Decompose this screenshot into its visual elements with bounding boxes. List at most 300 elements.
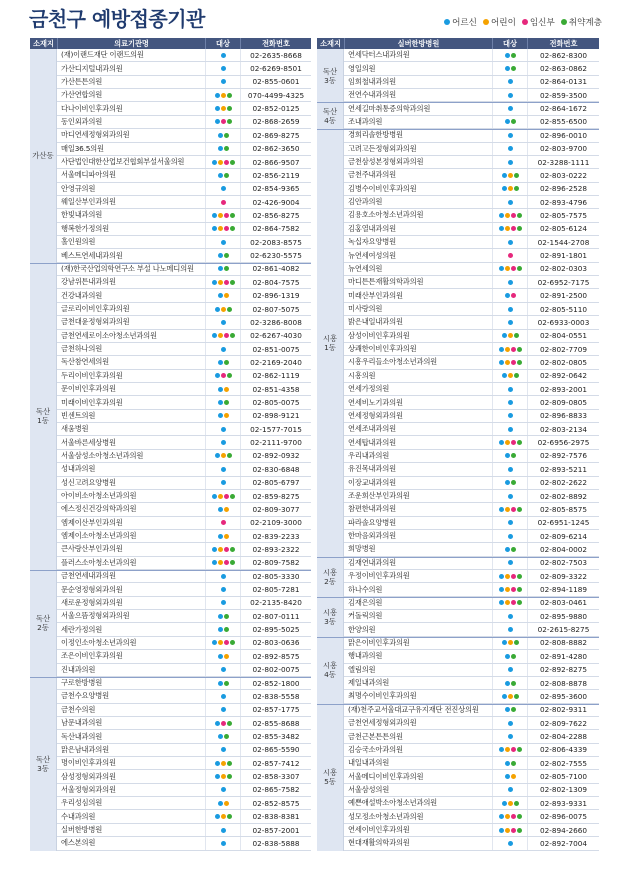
phone-number: 02-3286-8008 <box>240 316 311 328</box>
institution-name: 두리이비인후과의원 <box>61 370 123 380</box>
vulnerable-dot-icon <box>227 774 232 779</box>
senior-dot-icon <box>218 253 223 258</box>
target-dots <box>492 423 527 435</box>
target-dots <box>492 810 527 822</box>
legend-item-vulnerable <box>561 16 602 28</box>
senior-dot-icon <box>508 520 513 525</box>
institution-name: 미래이비인후과의원 <box>61 397 123 407</box>
target-dots <box>492 677 527 689</box>
senior-dot-icon <box>508 413 513 418</box>
phone-number: 02-855-0601 <box>240 76 311 88</box>
institution-name: 아이비소아청소년과의원 <box>61 491 137 501</box>
vulnerable-dot-icon <box>514 694 519 699</box>
vulnerable-dot-icon <box>227 119 232 124</box>
phone-number: 02-806-4339 <box>527 744 599 756</box>
senior-dot-icon <box>221 600 226 605</box>
senior-dot-icon <box>221 707 226 712</box>
table-row <box>344 650 599 663</box>
phone-number: 02-804-0002 <box>527 543 599 555</box>
header-institution: 실버한방병원 <box>344 38 492 49</box>
institution-name: 맑은남내과의원 <box>61 744 109 754</box>
phone-number: 02-894-2660 <box>527 824 599 836</box>
target-dots <box>492 610 527 622</box>
institution-name: 독산참연세의원 <box>61 357 109 367</box>
table-row <box>344 196 599 209</box>
senior-dot-icon <box>508 79 513 84</box>
target-dots <box>205 236 240 248</box>
institution-name: 가산디지털내과의원 <box>61 63 123 73</box>
child-dot-icon <box>483 19 489 25</box>
table-row <box>344 143 599 156</box>
target-dots <box>492 223 527 235</box>
phone-number: 02-804-7575 <box>240 276 311 288</box>
child-dot-icon <box>221 761 226 766</box>
header-target: 대상 <box>492 38 527 49</box>
table-header <box>317 38 599 49</box>
table-row <box>344 690 599 703</box>
table-row <box>57 370 311 383</box>
group-rows <box>344 704 599 851</box>
vulnerable-dot-icon <box>230 160 235 165</box>
phone-number: 02-3288-1111 <box>527 156 599 168</box>
institution-name: 녹십자요양병원 <box>348 237 396 247</box>
institution-name: 금천주내과의원 <box>348 170 396 180</box>
institution-name: 조은이비인후과의원 <box>61 651 123 661</box>
vulnerable-dot-icon <box>517 587 522 592</box>
institution-name: 희망병원 <box>348 544 376 554</box>
target-dots <box>205 76 240 88</box>
table-row <box>344 490 599 503</box>
senior-dot-icon <box>508 106 513 111</box>
phone-number: 02-862-8300 <box>527 49 599 61</box>
target-dots <box>205 396 240 408</box>
target-dots <box>492 236 527 248</box>
institution-name: 연세조내과의원 <box>348 424 396 434</box>
senior-dot-icon <box>215 119 220 124</box>
phone-number: 02-893-2322 <box>240 543 311 555</box>
phone-number: 02-856-2119 <box>240 169 311 181</box>
target-dots <box>205 450 240 462</box>
pregnant-dot-icon <box>221 200 226 205</box>
target-dots <box>205 183 240 195</box>
target-dots <box>205 704 240 716</box>
table-row <box>57 597 311 610</box>
pregnant-dot-icon <box>224 640 229 645</box>
phone-number: 02-891-2500 <box>527 289 599 301</box>
vulnerable-dot-icon <box>514 801 519 806</box>
institution-name: 에스본의원 <box>61 838 96 848</box>
phone-number: 02-805-3330 <box>240 570 311 582</box>
senior-dot-icon <box>221 79 226 84</box>
table-row <box>57 810 311 823</box>
vulnerable-dot-icon <box>511 547 516 552</box>
table-row <box>57 583 311 596</box>
vulnerable-dot-icon <box>230 226 235 231</box>
table-row <box>344 610 599 623</box>
left-table <box>30 38 311 851</box>
pregnant-dot-icon <box>224 547 229 552</box>
institution-name: 미사랑의원 <box>348 304 383 313</box>
child-dot-icon <box>505 213 510 218</box>
table-row <box>344 49 599 62</box>
group-rows <box>344 102 599 129</box>
phone-number: 02-802-0075 <box>240 664 311 676</box>
vulnerable-dot-icon <box>517 814 522 819</box>
vulnerable-dot-icon <box>517 226 522 231</box>
phone-number: 02-6933-0003 <box>527 316 599 328</box>
senior-dot-icon <box>221 66 226 71</box>
target-dots <box>492 289 527 301</box>
senior-dot-icon <box>218 133 223 138</box>
phone-number: 02-802-7709 <box>527 343 599 355</box>
vulnerable-dot-icon <box>514 333 519 338</box>
target-dots <box>205 717 240 729</box>
phone-number: 02-830-6848 <box>240 463 311 475</box>
target-dots <box>492 717 527 729</box>
institution-name: 플러스소아청소년과의원 <box>61 557 137 567</box>
phone-number: 02-896-0010 <box>527 129 599 141</box>
area-group <box>317 557 599 597</box>
table-header <box>30 38 311 49</box>
pregnant-dot-icon <box>511 440 516 445</box>
institution-name: 우리내과의원 <box>348 450 390 460</box>
institution-name: 금천연세내과의원 <box>61 571 116 581</box>
target-dots <box>492 757 527 769</box>
target-dots <box>492 263 527 275</box>
phone-number: 02-1577-7015 <box>240 423 311 435</box>
target-dots <box>205 303 240 315</box>
table-row <box>57 543 311 556</box>
senior-dot-icon <box>505 707 510 712</box>
target-dots <box>205 530 240 542</box>
table-row <box>57 570 311 583</box>
table-body <box>317 49 599 851</box>
pregnant-dot-icon <box>224 226 229 231</box>
institution-name: 매일36.5의원 <box>61 143 104 153</box>
phone-number: 02-802-1309 <box>527 784 599 796</box>
child-dot-icon <box>505 747 510 752</box>
table-row <box>344 410 599 423</box>
table-row <box>57 76 311 89</box>
senior-dot-icon <box>221 828 226 833</box>
group-rows <box>57 263 311 570</box>
pregnant-dot-icon <box>508 253 513 258</box>
senior-dot-icon <box>505 774 510 779</box>
table-row <box>344 677 599 690</box>
table-row <box>57 517 311 530</box>
institution-name: 현대재활의학과의원 <box>348 838 410 848</box>
area-group <box>317 704 599 851</box>
senior-dot-icon <box>502 186 507 191</box>
target-dots <box>205 223 240 235</box>
phone-number: 02-896-0075 <box>527 810 599 822</box>
senior-dot-icon <box>221 186 226 191</box>
senior-dot-icon <box>221 667 226 672</box>
institution-name: 임희철내과의원 <box>348 76 396 86</box>
institution-name: 연세길마취통증의학과의원 <box>348 103 431 113</box>
institution-name: 서울바른세상병원 <box>61 437 116 447</box>
institution-name: 미래산부인과의원 <box>348 290 403 300</box>
vulnerable-dot-icon <box>227 453 232 458</box>
senior-dot-icon <box>444 19 450 25</box>
senior-dot-icon <box>499 600 504 605</box>
target-dots <box>205 583 240 595</box>
phone-number: 02-857-2001 <box>240 824 311 836</box>
institution-name: 밝은내일내과의원 <box>348 317 403 327</box>
table-row <box>344 423 599 436</box>
child-dot-icon <box>221 93 226 98</box>
table-row <box>57 610 311 623</box>
phone-number: 02-803-0461 <box>527 597 599 609</box>
phone-number: 02-865-7582 <box>240 784 311 796</box>
phone-number: 02-839-2233 <box>240 530 311 542</box>
pregnant-dot-icon <box>511 828 516 833</box>
vulnerable-dot-icon <box>517 507 522 512</box>
table-row <box>344 89 599 102</box>
area-group <box>317 102 599 129</box>
child-dot-icon <box>505 814 510 819</box>
group-rows <box>57 49 311 263</box>
institution-name: 엠제이산부인과의원 <box>61 517 123 527</box>
institution-name: 금천대윤정형외과의원 <box>61 317 130 327</box>
phone-number: 02-809-6214 <box>527 530 599 542</box>
institution-name: 커돌릭의원 <box>348 611 383 621</box>
target-dots <box>492 89 527 101</box>
vulnerable-dot-icon <box>517 440 522 445</box>
phone-number: 02-858-3307 <box>240 770 311 782</box>
child-dot-icon <box>505 587 510 592</box>
vulnerable-dot-icon <box>517 213 522 218</box>
vulnerable-dot-icon <box>511 707 516 712</box>
institution-name: 금천하나의원 <box>61 344 103 354</box>
target-dots <box>492 837 527 849</box>
target-dots <box>205 597 240 609</box>
table-body <box>30 49 311 851</box>
senior-dot-icon <box>508 320 513 325</box>
pregnant-dot-icon <box>221 721 226 726</box>
table-row <box>344 623 599 636</box>
institution-name: 실버한방병원 <box>61 825 103 835</box>
phone-number: 02-2135-8420 <box>240 597 311 609</box>
target-dots <box>205 517 240 529</box>
child-dot-icon <box>218 494 223 499</box>
child-dot-icon <box>505 828 510 833</box>
institution-name: 삼성이비인후과의원 <box>348 330 410 340</box>
senior-dot-icon <box>218 534 223 539</box>
table-row <box>57 837 311 850</box>
institution-name: 연세정형외과의원 <box>348 410 403 420</box>
senior-dot-icon <box>499 747 504 752</box>
institution-name: 금천수요양병원 <box>61 691 109 701</box>
table-row <box>57 770 311 783</box>
target-dots <box>492 396 527 408</box>
vulnerable-dot-icon <box>511 119 516 124</box>
institution-name: 김용호소아청소년과의원 <box>348 210 424 220</box>
legend <box>444 16 602 28</box>
table-row <box>344 597 599 610</box>
institution-name: 서울메디이비인후과의원 <box>348 771 424 781</box>
target-dots <box>205 169 240 181</box>
target-dots <box>205 102 240 114</box>
phone-number: 02-891-4280 <box>527 650 599 662</box>
table-row <box>57 557 311 570</box>
table-row <box>57 49 311 62</box>
vulnerable-dot-icon <box>517 574 522 579</box>
pregnant-dot-icon <box>224 333 229 338</box>
table-row <box>344 156 599 169</box>
senior-dot-icon <box>218 293 223 298</box>
vulnerable-dot-icon <box>511 66 516 71</box>
pregnant-dot-icon <box>511 574 516 579</box>
phone-number: 02-809-3077 <box>240 503 311 515</box>
institution-name: 금천근본튼튼의원 <box>348 731 403 741</box>
phone-number: 02-861-4082 <box>240 263 311 275</box>
legend-item-child <box>483 16 516 28</box>
senior-dot-icon <box>502 694 507 699</box>
senior-dot-icon <box>218 400 223 405</box>
phone-number: 02-805-6124 <box>527 223 599 235</box>
target-dots <box>205 209 240 221</box>
vulnerable-dot-icon <box>227 373 232 378</box>
table-row <box>344 517 599 530</box>
vulnerable-dot-icon <box>230 213 235 218</box>
institution-name: 한양의원 <box>348 624 376 634</box>
phone-number: 02-892-7576 <box>527 450 599 462</box>
institution-name: 김병수이비인후과의원 <box>348 183 417 193</box>
senior-dot-icon <box>505 293 510 298</box>
table-row <box>344 757 599 770</box>
phone-number: 02-807-0111 <box>240 610 311 622</box>
vulnerable-dot-icon <box>517 347 522 352</box>
group-rows <box>344 597 599 637</box>
phone-number: 02-808-8878 <box>527 677 599 689</box>
phone-number: 02-898-9121 <box>240 410 311 422</box>
vulnerable-dot-icon <box>517 828 522 833</box>
table-row <box>344 263 599 276</box>
phone-number: 02-856-8275 <box>240 209 311 221</box>
institution-name: 새로운정형외과의원 <box>61 597 123 607</box>
phone-number: 02-802-9311 <box>527 704 599 716</box>
institution-name: 남문내과의원 <box>61 718 103 728</box>
target-dots <box>492 129 527 141</box>
area-label: 독산 3동 <box>317 49 344 102</box>
table-row <box>57 356 311 369</box>
pregnant-dot-icon <box>511 360 516 365</box>
senior-dot-icon <box>505 654 510 659</box>
table-row <box>344 330 599 343</box>
phone-number: 02-802-8892 <box>527 490 599 502</box>
child-dot-icon <box>505 226 510 231</box>
table-row <box>344 744 599 757</box>
phone-number: 02-855-3482 <box>240 730 311 742</box>
senior-dot-icon <box>221 787 226 792</box>
table-row <box>57 62 311 75</box>
institution-name: 이장교내과의원 <box>348 477 396 487</box>
target-dots <box>492 730 527 742</box>
senior-dot-icon <box>221 574 226 579</box>
child-dot-icon <box>218 226 223 231</box>
phone-number: 02-802-0303 <box>527 263 599 275</box>
legend-label: 임신부 <box>529 18 555 28</box>
institution-name: 금천수의원 <box>61 704 96 714</box>
child-dot-icon <box>218 560 223 565</box>
senior-dot-icon <box>218 146 223 151</box>
senior-dot-icon <box>212 226 217 231</box>
phone-number: 02-2109-3000 <box>240 517 311 529</box>
target-dots <box>492 570 527 582</box>
target-dots <box>492 597 527 609</box>
vulnerable-dot-icon <box>224 133 229 138</box>
table-row <box>57 196 311 209</box>
institution-name: (재)이랜드재단 이랜드의원 <box>61 50 144 60</box>
institution-name: 사단법인대한산업보건협회부설서울의원 <box>61 157 185 167</box>
pregnant-dot-icon <box>522 19 528 25</box>
table-row <box>57 223 311 236</box>
table-row <box>344 717 599 730</box>
institution-name: 우정이비인후과의원 <box>348 571 410 581</box>
vulnerable-dot-icon <box>514 186 519 191</box>
institution-name: 웨일산부인과의원 <box>61 197 116 207</box>
senior-dot-icon <box>499 828 504 833</box>
target-dots <box>492 303 527 315</box>
institution-name: 건강내과의원 <box>61 290 103 300</box>
senior-dot-icon <box>508 560 513 565</box>
target-dots <box>492 517 527 529</box>
institution-name: 금천삼성본정형외과의원 <box>348 157 424 167</box>
table-row <box>344 396 599 409</box>
table-row <box>344 503 599 516</box>
target-dots <box>205 343 240 355</box>
child-dot-icon <box>505 266 510 271</box>
phone-number: 02-805-0075 <box>240 396 311 408</box>
table-row <box>57 343 311 356</box>
phone-number: 02-804-0551 <box>527 330 599 342</box>
institution-name: 경희리솔한방병원 <box>348 130 403 140</box>
phone-number: 02-859-3500 <box>527 89 599 101</box>
vulnerable-dot-icon <box>227 814 232 819</box>
phone-number: 02-803-0636 <box>240 637 311 649</box>
institution-name: 연세가정의원 <box>348 384 390 394</box>
phone-number: 02-802-2622 <box>527 477 599 489</box>
institution-name: 홀인원의원 <box>61 237 96 247</box>
table-row <box>57 824 311 837</box>
institution-name: 빈센트의원 <box>61 410 96 420</box>
phone-number: 02-859-8275 <box>240 490 311 502</box>
group-rows <box>344 49 599 102</box>
header-phone: 전화번호 <box>240 38 311 49</box>
child-dot-icon <box>505 360 510 365</box>
senior-dot-icon <box>221 747 226 752</box>
table-row <box>344 730 599 743</box>
senior-dot-icon <box>499 266 504 271</box>
senior-dot-icon <box>218 387 223 392</box>
table-row <box>344 223 599 236</box>
institution-name: 서울정형외과의원 <box>61 784 116 794</box>
child-dot-icon <box>221 453 226 458</box>
vulnerable-dot-icon <box>511 480 516 485</box>
vulnerable-dot-icon <box>230 494 235 499</box>
senior-dot-icon <box>499 347 504 352</box>
senior-dot-icon <box>215 106 220 111</box>
pregnant-dot-icon <box>221 119 226 124</box>
institution-name: 성내과의원 <box>61 464 96 474</box>
table-row <box>344 664 599 677</box>
target-dots <box>205 503 240 515</box>
phone-number: 02-838-5558 <box>240 690 311 702</box>
vulnerable-dot-icon <box>224 627 229 632</box>
child-dot-icon <box>508 333 513 338</box>
target-dots <box>205 570 240 582</box>
